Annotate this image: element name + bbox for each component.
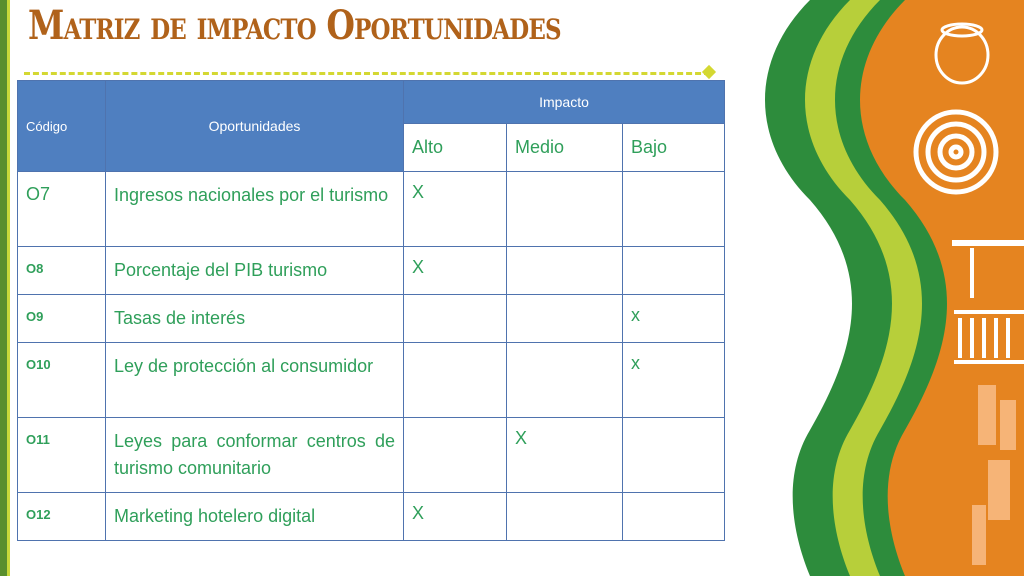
row-high: X [404, 493, 507, 541]
header-code: Código [18, 81, 106, 172]
row-opportunity: Leyes para conformar centros de turismo comunitario [106, 418, 404, 493]
row-code: O8 [18, 247, 106, 295]
row-low [623, 418, 725, 493]
row-medium [507, 172, 623, 247]
row-opportunity: Tasas de interés [106, 295, 404, 343]
row-medium [507, 493, 623, 541]
row-opportunity: Marketing hotelero digital [106, 493, 404, 541]
row-opportunity: Ley de protección al consumidor [106, 343, 404, 418]
decorative-wave-panel [740, 0, 1024, 576]
table-row [18, 343, 725, 418]
row-medium [507, 247, 623, 295]
row-medium: X [507, 418, 623, 493]
row-code: O7 [18, 172, 106, 247]
table-row [18, 493, 725, 541]
header-opportunities: Oportunidades [106, 81, 404, 172]
page-title: Matriz de impacto Oportunidades [28, 2, 561, 49]
subheader-high: Alto [404, 124, 507, 172]
row-high: X [404, 172, 507, 247]
subheader-medium: Medio [507, 124, 623, 172]
row-high: X [404, 247, 507, 295]
row-medium [507, 343, 623, 418]
header-impact: Impacto [404, 81, 725, 124]
row-high [404, 418, 507, 493]
table-row [18, 418, 725, 493]
subheader-low: Bajo [623, 124, 725, 172]
row-code: O10 [18, 343, 106, 418]
divider-diamond [702, 65, 716, 79]
row-low: x [623, 295, 725, 343]
row-high [404, 343, 507, 418]
left-accent-bar [0, 0, 7, 576]
table-header-row [18, 81, 725, 124]
left-accent-bar-inner [7, 0, 10, 576]
table-row [18, 247, 725, 295]
impact-matrix-table [17, 80, 725, 541]
row-low [623, 493, 725, 541]
row-high [404, 295, 507, 343]
table-row [18, 172, 725, 247]
row-opportunity: Porcentaje del PIB turismo [106, 247, 404, 295]
row-code: O12 [18, 493, 106, 541]
table-row [18, 295, 725, 343]
row-opportunity: Ingresos nacionales por el turismo [106, 172, 404, 247]
row-code: O11 [18, 418, 106, 493]
row-low [623, 247, 725, 295]
row-low: x [623, 343, 725, 418]
row-low [623, 172, 725, 247]
row-medium [507, 295, 623, 343]
row-code: O9 [18, 295, 106, 343]
title-divider [24, 72, 710, 75]
